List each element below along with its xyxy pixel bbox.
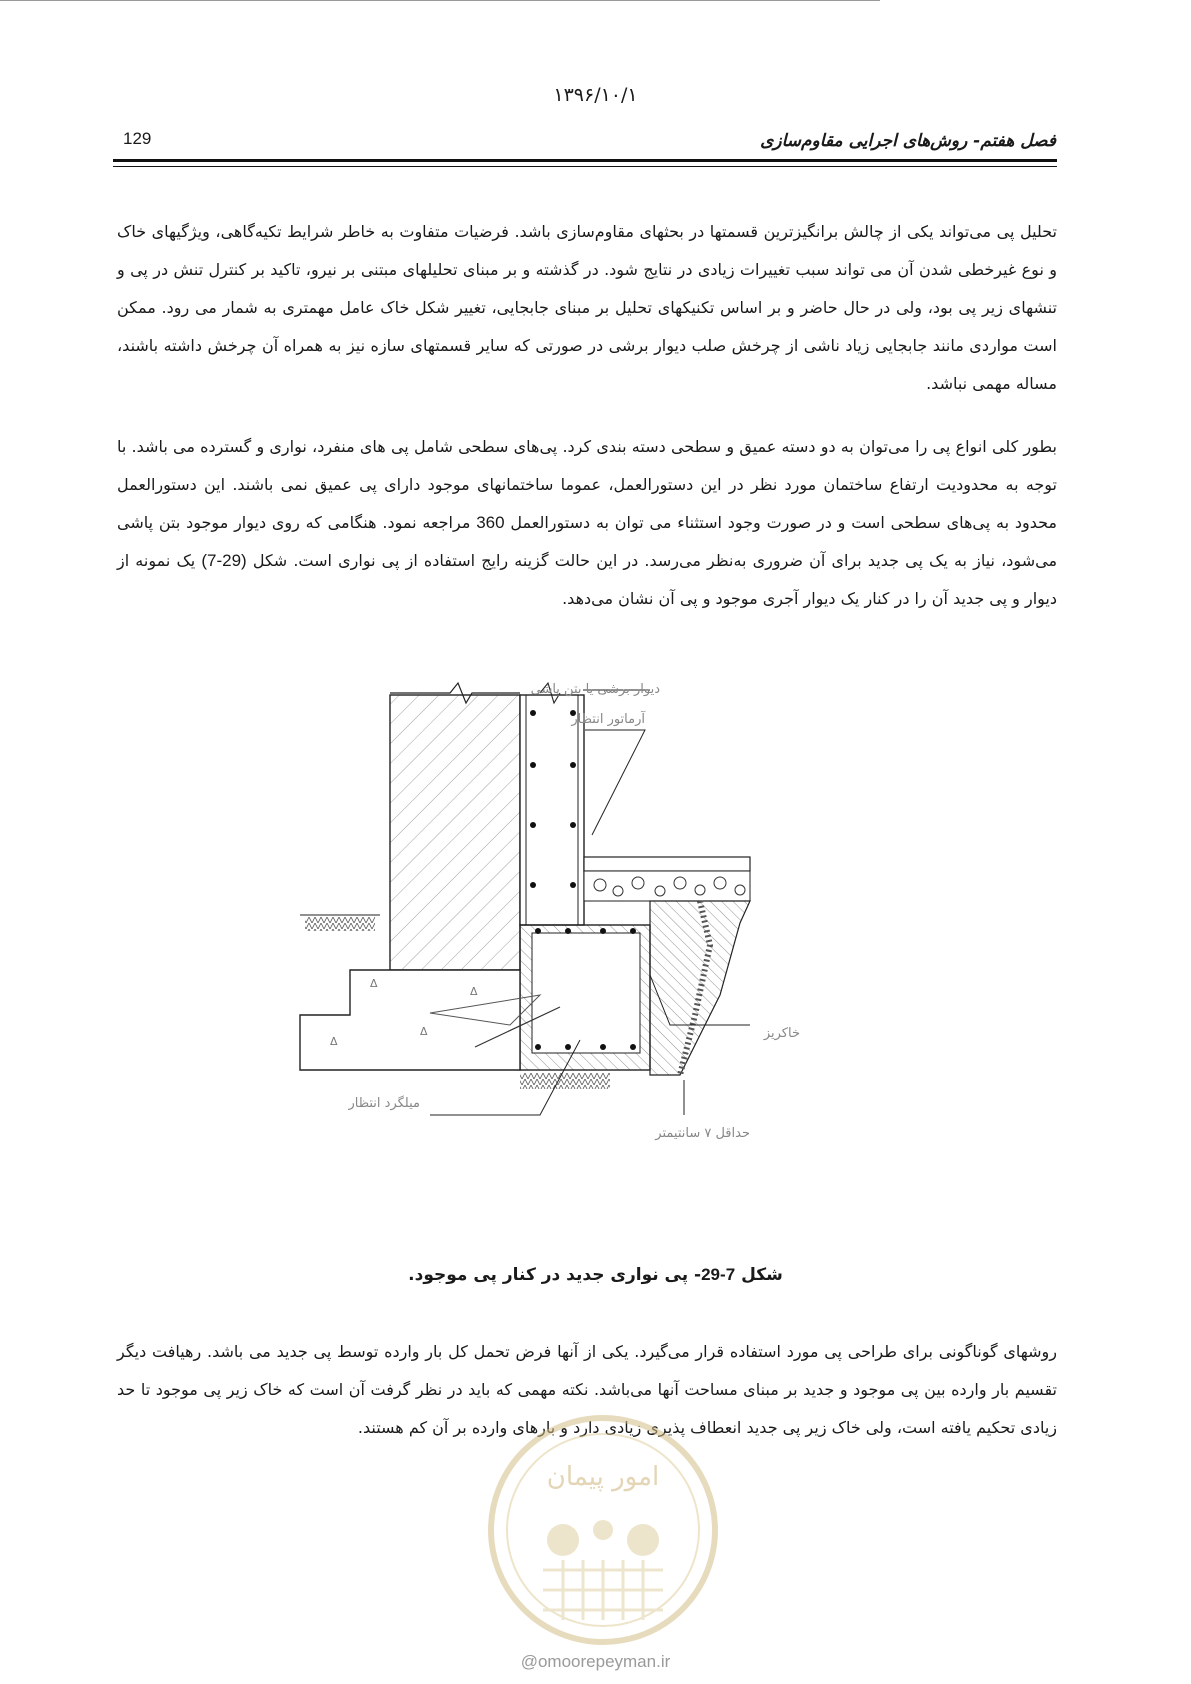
svg-text:Δ: Δ (330, 1035, 338, 1048)
label-min: حداقل ۷ سانتیمتر (655, 1126, 750, 1141)
paragraph-3: روشهای گوناگونی برای طراحی پی مورد استفاده قرار می‌گیرد. یکی از آنها فرض تحمل کل بار وارده توسط پی جدید می باشد. رهیافت دیگر تقسیم بار وارده بین پی موجود و جدید بر مبنای مساحت آنها می‌باشد. نکته مهمی که باید در نظر گرفت آن است که خاک زیر پی موجود تا حد زیادی تحکیم یافته است، ولی خاک زیر پی جدید انعطاف پذیری زیادی دارد و بارهای وارده بر آن کم هستند. (117, 1342, 1057, 1437)
backfill (650, 901, 750, 1075)
svg-text:Δ: Δ (470, 985, 478, 998)
label-wall: دیوار برشی یا بتن پاشی (530, 682, 660, 697)
svg-text:Δ: Δ (420, 1025, 428, 1038)
label-backfill: خاکریز (763, 1026, 800, 1041)
paragraph-2 (117, 428, 1057, 618)
guideline-number: 360 (476, 513, 505, 532)
figure-reference: (7-29) (201, 551, 247, 570)
chapter-title: فصل هفتم- روش‌های اجرایی مقاوم‌سازی (760, 131, 1056, 151)
seal-logo (483, 1410, 723, 1650)
header-rule-thin (113, 166, 1057, 167)
paragraph-2-part-a: بطور کلی انواع پی را می‌توان به دو دسته عمیق و سطحی دسته بندی کرد. پی‌های سطحی شامل پی های منفرد، نواری و گسترده می باشد. با توجه به محدودیت ارتفاع ساختمان مورد نظر در این دستورالعمل، عموما ساختمانهای موجود دارای پی عمیق نمی باشند. این دستورالعمل محدود به پی‌های سطحی است و در صورت وجود استثناء می توان به دستورالعمل (117, 437, 1058, 532)
new-footing (520, 925, 650, 1070)
existing-wall (390, 683, 520, 970)
top-rule (0, 0, 880, 1)
figure-caption: شکل 7-29- پی نواری جدید در کنار پی موجود. (408, 1265, 783, 1285)
svg-text:Δ: Δ (370, 977, 378, 990)
label-rebar: آرماتور انتظار (571, 712, 645, 727)
paragraph-1: تحلیل پی می‌تواند یکی از چالش برانگیزترین قسمتها در بحثهای مقاوم‌سازی باشد. فرضیات متفاوت به خاطر شرایط تکیه‌گاهی، ویژگیهای خاک و نوع غیرخطی شدن آن می تواند سبب تغییرات زیادی در نتایج شود. در گذشته و بر مبنای تحلیلهای مبتنی بر نیرو، تاکید بر کنترل تنش در پی و تنشهای زیر پی بود، ولی در حال حاضر و بر اساس تکنیکهای تحلیل بر مبنای جابجایی، تغییر شکل خاک عامل مهمتری به شمار می رود. ممکن است مواردی مانند جابجایی زیاد ناشی از چرخش صلب دیوار برشی در صورتی که سایر قسمتهای سازه نیز به همراه آن چرخش داشته باشند، مساله مهمی نباشد. (117, 222, 1057, 393)
svg-text:امور پیمان: امور پیمان (546, 1462, 660, 1492)
header-rule-thick (113, 159, 1057, 162)
paragraph-2-part-c: یک نمونه از دیوار و پی جدید آن را در کنار یک دیوار آجری موجود و پی آن نشان می‌دهد. (117, 551, 1057, 608)
paragraph-2-part-b: مراجعه نمود. هنگامی که روی دیوار موجود بتن پاشی می‌شود، نیاز به یک پی جدید برای آن ضروری به‌نظر می‌رسد. در این حالت گزینه رایج استفاده از پی نواری است. شکل (117, 513, 1058, 570)
page-number: 129 (123, 129, 152, 148)
floor-slab (584, 857, 750, 901)
caption-number: 7-29 (701, 1265, 736, 1284)
soil-mark (305, 917, 375, 931)
document-date: ۱۳۹۶/۱۰/۱ (553, 84, 638, 106)
foundation-drawing (300, 682, 890, 1255)
watermark: @omoorepeyman.ir (520, 1652, 671, 1671)
label-dowel: میلگرد انتظار (348, 1096, 420, 1111)
soil-mark (520, 1073, 610, 1089)
